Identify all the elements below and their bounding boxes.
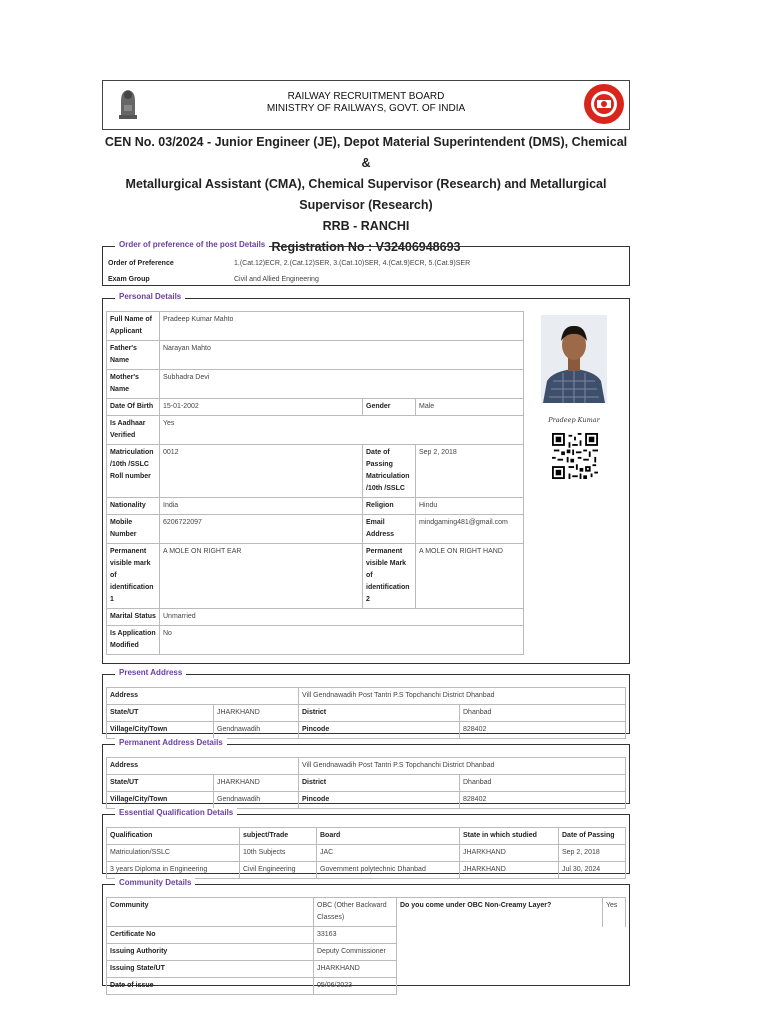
qualification-legend: Essential Qualification Details [115,808,237,817]
matric-date-label: Date of Passing Matriculation /10th /SSLC [363,445,416,498]
table-row [107,862,626,879]
permanent-state-label: State/UT [107,775,214,792]
mother-value: Subhadra Devi [160,370,524,399]
date-header: Date of Passing [559,828,626,845]
permanent-address-section [102,738,630,804]
date-cell: Jul 30, 2024 [559,862,626,879]
preference-legend: Order of preference of the post Details [115,240,269,249]
community-value: OBC (Other Backward Classes) [314,898,397,927]
certificate-label: Certificate No [107,927,314,944]
title-line-1: CEN No. 03/2024 - Junior Engineer (JE), Depot Material Superintendent (DMS), Chemical & [104,135,628,170]
permanent-village-value: Gendnawadih [214,792,299,809]
date-cell: Sep 2, 2018 [559,845,626,862]
present-address-table [106,687,626,739]
permanent-district-value: Dhanbad [460,775,626,792]
present-address-label: Address [107,688,299,705]
issue-date-label: Date of issue [107,978,314,995]
present-district-label: District [299,705,460,722]
permanent-address-value: Vill Gendnawadih Post Tantri P.S Topchanchi District Dhanbad [299,758,626,775]
preference-section [102,240,630,286]
state-header: State in which studied [460,828,559,845]
subject-cell: 10th Subjects [240,845,317,862]
name-label: Full Name of Applicant [107,312,160,341]
board-name: RRB - RANCHI [322,219,410,233]
certificate-value: 33163 [314,927,397,944]
qualification-cell: 3 years Diploma in Engineering [107,862,240,879]
header-banner [102,80,630,130]
religion-label: Religion [363,498,416,515]
permanent-address-table [106,757,626,809]
qualification-header-row [107,828,626,845]
matric-roll-label: Matriculation /10th /SSLC Roll number [107,445,160,498]
matric-roll-value: 0012 [160,445,363,498]
present-address-section [102,668,630,734]
present-state-value: JHARKHAND [214,705,299,722]
permanent-state-value: JHARKHAND [214,775,299,792]
permanent-pincode-value: 828402 [460,792,626,809]
present-district-value: Dhanbad [460,705,626,722]
nationality-value: India [160,498,363,515]
preference-table [105,256,625,288]
present-state-label: State/UT [107,705,214,722]
authority-label: Issuing Authority [107,944,314,961]
registration-number: Registration No : V32406948693 [271,240,461,254]
present-pincode-value: 828402 [460,722,626,739]
issuing-state-label: Issuing State/UT [107,961,314,978]
personal-legend: Personal Details [115,292,185,301]
issue-date-value: 05/06/2023 [314,978,397,995]
qualification-table [106,827,626,879]
aadhaar-value: Yes [160,416,524,445]
mobile-label: Mobile Number [107,515,160,544]
issuing-state-value: JHARKHAND [314,961,397,978]
authority-value: Deputy Commissioner [314,944,397,961]
title-line-2: Metallurgical Assistant (CMA), Chemical Supervisor (Research) and Metallurgical [125,177,607,191]
modified-label: Is Application Modified [107,626,160,655]
subject-cell: Civil Engineering [240,862,317,879]
dob-label: Date Of Birth [107,399,160,416]
present-village-label: Village/City/Town [107,722,214,739]
state-cell: JHARKHAND [460,845,559,862]
community-table [106,897,626,995]
org-line-1: RAILWAY RECRUITMENT BOARD [287,91,445,102]
community-legend: Community Details [115,878,195,887]
qualification-cell: Matriculation/SSLC [107,845,240,862]
permanent-pincode-label: Pincode [299,792,460,809]
mark2-label: Permanent visible Mark of identification 2 [363,544,416,609]
board-cell: JAC [317,845,460,862]
org-line-2: MINISTRY OF RAILWAYS, GOVT. OF INDIA [266,103,466,114]
qualification-header: Qualification [107,828,240,845]
personal-table [106,311,524,655]
creamy-layer-value: Yes [603,898,626,927]
present-address-legend: Present Address [115,668,186,677]
permanent-village-label: Village/City/Town [107,792,214,809]
email-label: Email Address [363,515,416,544]
community-section [102,878,630,989]
indian-railways-logo-icon [583,83,625,125]
community-label: Community [107,898,314,927]
group-value: Civil and Allied Engineering [234,276,319,283]
father-label: Father's Name [107,341,160,370]
table-row [107,845,626,862]
dob-value: 15-01-2002 [160,399,363,416]
creamy-layer-label: Do you come under OBC Non-Creamy Layer? [397,898,603,927]
mobile-value: 6206722097 [160,515,363,544]
state-cell: JHARKHAND [460,862,559,879]
applicant-signature: Pradeep Kumar [548,416,600,424]
org-name [103,91,629,115]
applicant-photo [541,315,607,403]
gender-value: Male [416,399,524,416]
mark1-label: Permanent visible mark of identification 1 [107,544,160,609]
mark1-value: A MOLE ON RIGHT EAR [160,544,363,609]
matric-date-value: Sep 2, 2018 [416,445,524,498]
present-address-value: Vill Gendnawadih Post Tantri P.S Topchanchi District Dhanbad [299,688,626,705]
permanent-address-label: Address [107,758,299,775]
name-value: Pradeep Kumar Mahto [160,312,524,341]
nationality-label: Nationality [107,498,160,515]
gender-label: Gender [363,399,416,416]
mark2-value: A MOLE ON RIGHT HAND [416,544,524,609]
father-value: Narayan Mahto [160,341,524,370]
qualification-section [102,808,630,874]
permanent-district-label: District [299,775,460,792]
personal-section [102,292,630,664]
marital-value: Unmarried [160,609,524,626]
present-pincode-label: Pincode [299,722,460,739]
order-value: 1.(Cat.12)ECR, 2.(Cat.12)SER, 3.(Cat.10)SER, 4.(Cat.9)ECR, 5.(Cat.9)SER [234,260,471,267]
marital-label: Marital Status [107,609,160,626]
board-header: Board [317,828,460,845]
mother-label: Mother's Name [107,370,160,399]
title-line-3: Supervisor (Research) [299,198,433,212]
present-village-value: Gendnawadih [214,722,299,739]
order-label: Order of Preference [108,260,174,267]
group-label: Exam Group [108,276,150,283]
permanent-address-legend: Permanent Address Details [115,738,227,747]
aadhaar-label: Is Aadhaar Verified [107,416,160,445]
qr-code [552,433,598,479]
religion-value: Hindu [416,498,524,515]
email-value: mindgaming481@gmail.com [416,515,524,544]
subject-header: subject/Trade [240,828,317,845]
board-cell: Government polytechnic Dhanbad [317,862,460,879]
modified-value: No [160,626,524,655]
